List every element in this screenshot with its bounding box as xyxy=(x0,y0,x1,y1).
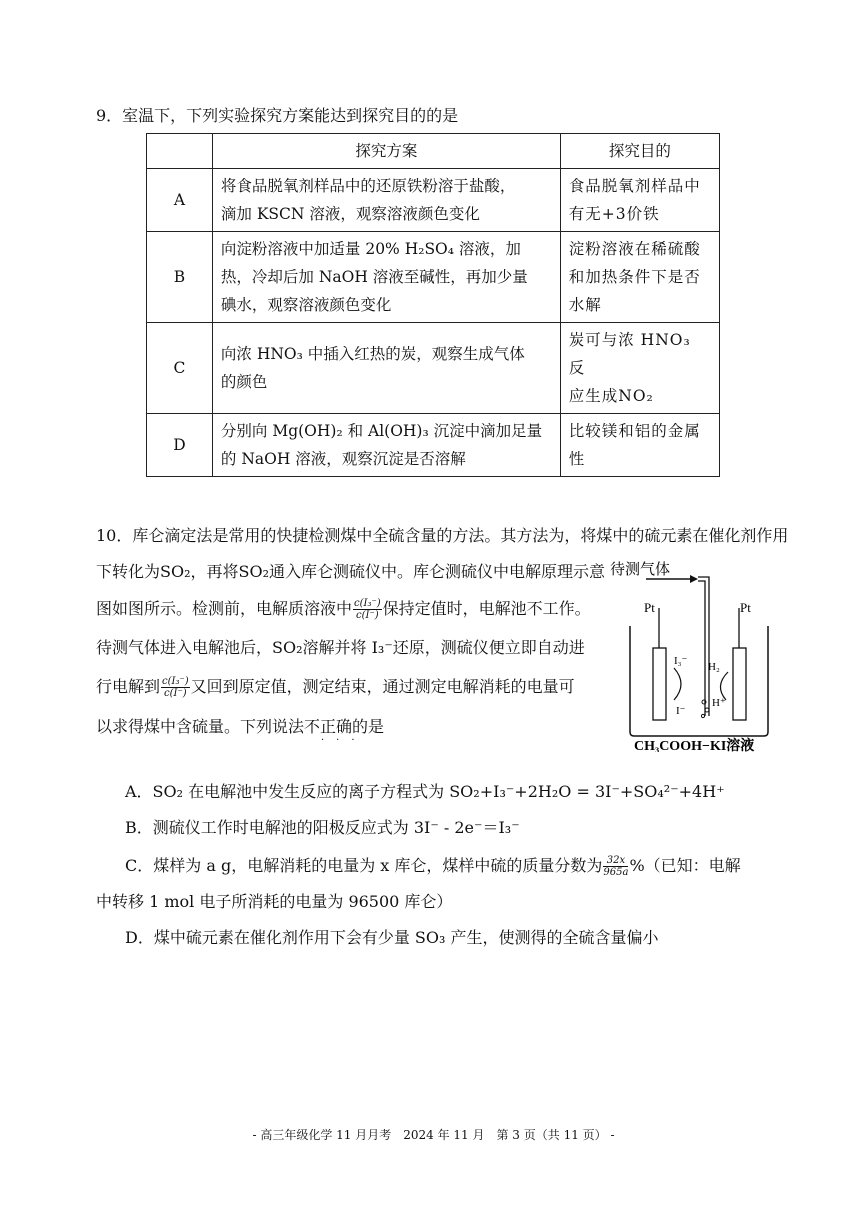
header-blank xyxy=(147,134,213,169)
plan-line: 热，冷却后加 NaOH 溶液至碱性，再加少量 xyxy=(220,268,528,286)
table-row xyxy=(147,414,720,477)
plan-line: 碘水，观察溶液颜色变化 xyxy=(220,296,392,314)
pt-right-label: Pt xyxy=(740,600,751,615)
q10-line3 xyxy=(96,598,591,621)
row-option: D xyxy=(147,414,213,477)
fraction-numerator: c(I₃⁻) xyxy=(354,598,381,609)
row-goal xyxy=(560,323,719,414)
plan-line: 向浓 HNO₃ 中插入红热的炭，观察生成气体 xyxy=(220,345,525,363)
pt-left-label: Pt xyxy=(644,600,655,615)
emphasis-dots: ··· xyxy=(321,735,367,746)
right-reaction-arrow xyxy=(720,672,728,700)
table-row xyxy=(147,232,720,323)
option-c-part2: %（已知：电解 xyxy=(629,856,741,875)
option-c xyxy=(125,855,741,878)
fraction-numerator: 32x xyxy=(603,855,628,867)
plan-line: 的颜色 xyxy=(220,373,268,391)
row-plan xyxy=(212,232,560,323)
goal-line: 食品脱氧剂样品中 xyxy=(568,177,701,195)
row-goal xyxy=(560,414,719,477)
q10-line2: 下转化为SO₂，再将SO₂通入库仑测硫仪中。库仑测硫仪中电解原理示意 xyxy=(96,562,605,581)
ratio-fraction xyxy=(161,676,190,699)
fraction-denominator: 965a xyxy=(603,867,629,878)
gas-label: 待测气体 xyxy=(610,562,671,578)
goal-line: 炭可与浓 HNO₃ 反 xyxy=(568,331,691,377)
q9-stem: 9．室温下，下列实验探究方案能达到探究目的的是 xyxy=(96,106,459,125)
beaker xyxy=(630,626,768,736)
q10-line5 xyxy=(96,676,575,699)
row-goal xyxy=(560,169,719,232)
electrolysis-diagram xyxy=(606,556,782,752)
h-label: H⁺ xyxy=(712,697,726,709)
q10-line5-part2: 又回到原定值，测定结束，通过测定电解消耗的电量可 xyxy=(190,677,575,696)
h2-label: H₂ xyxy=(708,661,720,673)
electrode-right xyxy=(733,648,746,720)
option-c-continued: 中转移 1 mol 电子所消耗的电量为 96500 库仑） xyxy=(96,892,453,911)
row-plan xyxy=(212,169,560,232)
option-a: A．SO₂ 在电解池中发生反应的离子方程式为 SO₂+I₃⁻+2H₂O = 3I⁻+SO₄²⁻+4H⁺ xyxy=(125,782,725,801)
table-row xyxy=(147,169,720,232)
arrow-head-icon xyxy=(690,575,698,583)
q10-line6: 以求得煤中含硫量。下列说法不正确的是 xyxy=(96,717,385,736)
mass-fraction xyxy=(603,855,628,878)
plan-line: 分别向 Mg(OH)₂ 和 Al(OH)₃ 沉淀中滴加足量 xyxy=(220,422,543,440)
left-reaction-arrow xyxy=(674,668,681,700)
header-goal: 探究目的 xyxy=(560,134,719,169)
goal-line: 有无+3价铁 xyxy=(568,205,660,223)
goal-line: 比较镁和铝的金属 xyxy=(568,422,701,440)
ratio-fraction xyxy=(353,598,382,621)
row-goal xyxy=(560,232,719,323)
plan-line: 向淀粉溶液中加适量 20% H₂SO₄ 溶液，加 xyxy=(220,240,521,258)
q10-line4: 待测气体进入电解池后，SO₂溶解并将 I₃⁻还原，测硫仪便立即自动进 xyxy=(96,638,585,657)
q10-line5-part1: 行电解到 xyxy=(96,677,161,696)
q10-line3-part1: 图如图所示。检测前，电解质溶液中 xyxy=(96,599,353,618)
q10-line1: 10．库仑滴定法是常用的快捷检测煤中全硫含量的方法。其方法为，将煤中的硫元素在催化剂作用 xyxy=(96,526,789,545)
goal-line: 水解 xyxy=(568,296,602,314)
solution-label: CH₃COOH−KI溶液 xyxy=(634,739,755,752)
goal-line: 性 xyxy=(568,450,586,468)
row-option: A xyxy=(147,169,213,232)
plan-line: 将食品脱氧剂样品中的还原铁粉溶于盐酸， xyxy=(220,177,516,195)
table-header-row xyxy=(147,134,720,169)
page-footer: - 高三年级化学 11 月月考 2024 年 11 月 第 3 页（共 11 页） - xyxy=(252,1128,615,1142)
bubble xyxy=(701,714,704,717)
gas-tube-inner xyxy=(698,581,705,716)
row-option: B xyxy=(147,232,213,323)
row-plan xyxy=(212,414,560,477)
fraction-denominator: c(I⁻) xyxy=(164,688,187,699)
option-c-part1: C．煤样为 a g，电解消耗的电量为 x 库仑，煤样中硫的质量分数为 xyxy=(125,856,603,875)
fraction-denominator: c(I⁻) xyxy=(356,610,379,621)
q9-table xyxy=(146,133,720,477)
table-row xyxy=(147,323,720,414)
row-option: C xyxy=(147,323,213,414)
goal-line: 和加热条件下是否 xyxy=(568,268,701,286)
gas-tube xyxy=(698,577,709,716)
option-d: D．煤中硫元素在催化剂作用下会有少量 SO₃ 产生，使测得的全硫含量偏小 xyxy=(125,928,659,947)
i3-label: I₃⁻ xyxy=(674,655,688,667)
header-plan: 探究方案 xyxy=(212,134,560,169)
i-label: I⁻ xyxy=(676,705,686,717)
q10-line3-part2: 保持定值时，电解池不工作。 xyxy=(382,599,591,618)
plan-line: 滴加 KSCN 溶液，观察溶液颜色变化 xyxy=(220,205,480,223)
electrode-left xyxy=(653,648,666,720)
row-plan xyxy=(212,323,560,414)
goal-line: 应生成NO₂ xyxy=(568,387,654,405)
goal-line: 淀粉溶液在稀硫酸 xyxy=(568,240,701,258)
option-b: B．测硫仪工作时电解池的阳极反应式为 3I⁻ - 2e⁻＝I₃⁻ xyxy=(125,818,520,837)
fraction-numerator: c(I₃⁻) xyxy=(162,676,189,687)
plan-line: 的 NaOH 溶液，观察沉淀是否溶解 xyxy=(220,450,466,468)
